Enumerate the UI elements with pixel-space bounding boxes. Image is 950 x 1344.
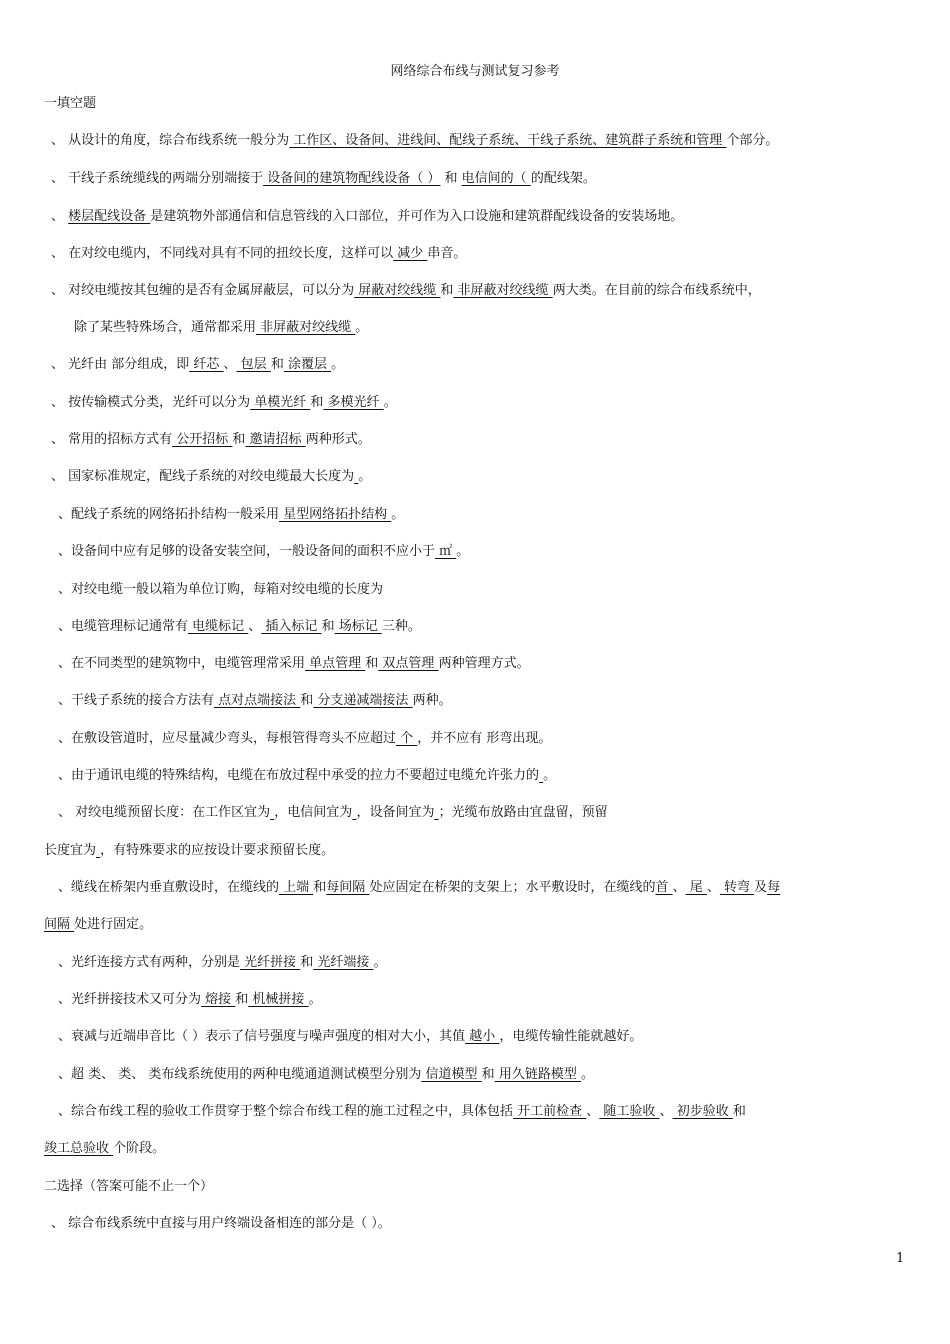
question-text: 、 国家标准规定，配线子系统的对绞电缆最大长度为	[51, 469, 355, 484]
question-line	[58, 767, 556, 785]
question-text: 三种。	[381, 619, 421, 634]
question-line	[58, 991, 322, 1009]
question-line	[44, 842, 334, 860]
answer-blank: 间隔	[44, 917, 75, 932]
question-text: 两种形式。	[305, 432, 371, 447]
question-text: 、综合布线工程的验收工作贯穿于整个综合布线工程的施工过程之中，具体包括	[58, 1104, 514, 1119]
answer-blank: 上端	[279, 880, 314, 895]
question-text: 和	[321, 619, 335, 634]
answer-blank: 场标记	[334, 619, 382, 634]
question-text: 和	[270, 357, 284, 372]
answer-blank: 光纤端接	[313, 955, 374, 970]
answer-blank: 随工验收	[599, 1104, 660, 1119]
question-text: 处进行固定。	[74, 917, 153, 932]
question-text: 、超 类、 类、 类布线系统使用的两种电缆通道测试模型分别为	[58, 1067, 422, 1082]
answer-blank: 星型网络拓扑结构	[279, 507, 392, 522]
question-line	[58, 506, 404, 524]
question-text: 、 综合布线系统中直接与用户终端设备相连的部分是（ ）。	[51, 1216, 391, 1231]
question-text: 串音。	[427, 246, 467, 261]
answer-blank: 多模光纤	[323, 395, 384, 410]
answer-blank: 插入标记	[261, 619, 322, 634]
question-text: 。	[308, 992, 322, 1007]
question-text: 、 在对绞电缆内，不同线对具有不同的扭绞长度，这样可以	[51, 246, 394, 261]
question-text: 和	[232, 432, 246, 447]
question-text: 和	[300, 955, 314, 970]
answer-blank: 机械拼接	[248, 992, 309, 1007]
question-text: 。	[456, 544, 470, 559]
question-line	[51, 282, 761, 300]
section-heading-fill-in: 一填空题	[44, 96, 97, 111]
question-text: 、干线子系统的接合方法有	[58, 693, 215, 708]
question-line	[58, 954, 387, 972]
section-heading-choice: 二选择（答案可能不止一个）	[44, 1179, 214, 1194]
question-text: 、 干线子系统缆线的两端分别端接于	[51, 171, 264, 186]
answer-blank: 公开招标	[172, 432, 233, 447]
question-text: 两种。	[412, 693, 452, 708]
answer-blank: 初步验收	[672, 1104, 733, 1119]
question-text: 。	[391, 507, 405, 522]
question-line	[58, 692, 452, 710]
question-text: 、衰减与近端串音比（ ）表示了信号强度与噪声强度的相对大小，其值	[58, 1029, 466, 1044]
question-text: 及	[754, 880, 768, 895]
question-line	[58, 543, 469, 561]
question-text: 两种管理方式。	[438, 656, 530, 671]
answer-blank: 非屏蔽对绞线缆	[453, 283, 553, 298]
question-line	[58, 804, 608, 822]
question-text: 、 对绞电缆按其包缠的是否有金属屏蔽层，可以分为	[51, 283, 355, 298]
answer-blank: 纤芯	[189, 357, 224, 372]
answer-blank: 转弯	[719, 880, 755, 895]
question-line	[51, 208, 683, 226]
question-text: 、由于通讯电缆的特殊结构，电缆在布放过程中承受的拉力不要超过电缆允许张力的	[58, 768, 540, 783]
question-text: 、	[586, 1104, 600, 1119]
answer-blank: 个	[396, 731, 418, 746]
question-text: 。	[580, 1067, 594, 1082]
answer-blank: 减少	[393, 246, 428, 261]
answer-blank: 邀请招标	[245, 432, 306, 447]
question-line	[58, 581, 383, 599]
question-text: 。	[543, 768, 557, 783]
question-text: 和	[300, 693, 314, 708]
question-line	[58, 1028, 642, 1046]
question-text: 、	[672, 880, 686, 895]
question-text: 、 从设计的角度，综合布线系统一般分为	[51, 133, 290, 148]
page-title: 网络综合布线与测试复习参考	[390, 64, 560, 79]
answer-blank: 单模光纤	[250, 395, 311, 410]
question-text: ，电缆传输性能就越好。	[499, 1029, 643, 1044]
question-line	[51, 356, 344, 374]
question-text: 、 对绞电缆预留长度：在工作区宜为	[58, 805, 271, 820]
answer-blank: ㎡	[435, 544, 457, 559]
answer-blank: 非屏蔽对绞线缆	[256, 320, 356, 335]
answer-blank: 设备间的建筑物配线设备（ ）	[263, 171, 441, 186]
question-line	[51, 170, 596, 188]
answer-blank: 屏蔽对绞线缆	[354, 283, 441, 298]
question-text: ，设备间宜为	[356, 805, 435, 820]
answer-blank: 每间隔	[326, 880, 370, 895]
question-line	[51, 431, 371, 449]
question-text: 长度宜为	[44, 843, 97, 858]
question-line	[58, 1066, 594, 1084]
answer-blank: 涂覆层	[283, 357, 332, 372]
answer-blank: 电缆标记	[188, 619, 249, 634]
question-line	[74, 319, 368, 337]
answer-blank: 开工前检查	[513, 1104, 587, 1119]
question-text: 和	[365, 656, 379, 671]
question-text: 、配线子系统的网络拓扑结构一般采用	[58, 507, 280, 522]
question-line	[58, 879, 780, 897]
question-text: 、光纤拼接技术又可分为	[58, 992, 202, 1007]
question-line	[51, 1215, 391, 1233]
question-text: 。	[383, 395, 397, 410]
answer-blank: 包层	[236, 357, 271, 372]
question-text: 个部分。	[726, 133, 779, 148]
question-text: 、缆线在桥架内垂直敷设时，在缆线的	[58, 880, 280, 895]
answer-blank: 电信间的（	[461, 171, 531, 186]
question-text: 个阶段。	[113, 1141, 166, 1156]
answer-blank: 点对点端接法	[214, 693, 301, 708]
question-text: 、电缆管理标记通常有	[58, 619, 189, 634]
question-line	[58, 618, 421, 636]
question-text: 和	[313, 880, 327, 895]
question-text: 、光纤连接方式有两种，分别是	[58, 955, 241, 970]
answer-blank: 熔接	[201, 992, 236, 1007]
question-text: 是建筑物外部通信和信息管线的入口部位，并可作为入口设施和建筑群配线设备的安装场地。	[150, 209, 684, 224]
answer-blank: 每	[767, 880, 781, 895]
answer-blank: 楼层配线设备	[68, 209, 151, 224]
answer-blank: 单点管理	[305, 656, 366, 671]
question-text: 和	[235, 992, 249, 1007]
answer-blank: 光纤拼接	[240, 955, 301, 970]
answer-blank: 信道模型	[421, 1067, 482, 1082]
answer-blank: 竣工总验收	[44, 1141, 114, 1156]
question-text: 两大类。在目前的综合布线系统中，	[552, 283, 761, 298]
question-line	[51, 394, 397, 412]
question-line	[51, 245, 466, 263]
answer-blank: 分支递减端接法	[313, 693, 413, 708]
question-text: 、	[223, 357, 237, 372]
page-number: 1	[896, 1251, 905, 1266]
question-text: 、 按传输模式分类，光纤可以分为	[51, 395, 251, 410]
question-text: 和	[440, 171, 462, 186]
question-text: 、设备间中应有足够的设备安装空间，一般设备间的面积不应小于	[58, 544, 436, 559]
question-text: 和	[310, 395, 324, 410]
question-text: 。	[331, 357, 345, 372]
answer-blank: 越小	[465, 1029, 500, 1044]
question-text: 。	[355, 320, 369, 335]
question-text: 、	[51, 209, 69, 224]
question-line	[44, 1140, 165, 1158]
question-text: ，电信间宜为	[274, 805, 353, 820]
question-text: 、	[706, 880, 720, 895]
answer-blank: 首	[655, 880, 673, 895]
question-text: ，有特殊要求的应按设计要求预留长度。	[100, 843, 335, 858]
question-text: 、在不同类型的建筑物中，电缆管理常采用	[58, 656, 306, 671]
question-text: 和	[481, 1067, 495, 1082]
question-text: 处应固定在桥架的支架上；水平敷设时，在缆线的	[369, 880, 656, 895]
question-text: 和	[440, 283, 454, 298]
question-text: 、 常用的招标方式有	[51, 432, 173, 447]
question-text: 和	[732, 1104, 746, 1119]
answer-blank: 双点管理	[378, 656, 439, 671]
question-text: 、 光纤由 部分组成，即	[51, 357, 190, 372]
question-text: 。	[358, 469, 372, 484]
question-text: 、	[248, 619, 262, 634]
question-line	[51, 468, 371, 486]
question-text: 、对绞电缆一般以箱为单位订购，每箱对绞电缆的长度为	[58, 582, 384, 597]
question-line	[58, 1103, 746, 1121]
question-text: 的配线架。	[530, 171, 596, 186]
answer-blank: 用久链路模型	[494, 1067, 581, 1082]
answer-blank: 尾	[685, 880, 707, 895]
question-line	[44, 916, 152, 934]
question-line	[58, 655, 530, 673]
answer-blank: 工作区、设备间、进线间、配线子系统、干线子系统、建筑群子系统和管理	[289, 133, 727, 148]
question-text: 。	[373, 955, 387, 970]
question-text: 、在敷设管道时，应尽量减少弯头，每根管得弯头不应超过	[58, 731, 397, 746]
question-text: ，并不应有 形弯出现。	[417, 731, 552, 746]
question-line	[58, 730, 551, 748]
question-text: 除了某些特殊场合，通常都采用	[74, 320, 257, 335]
question-line	[51, 132, 778, 150]
question-text: ；光缆布放路由宜盘留，预留	[438, 805, 608, 820]
question-text: 、	[659, 1104, 673, 1119]
